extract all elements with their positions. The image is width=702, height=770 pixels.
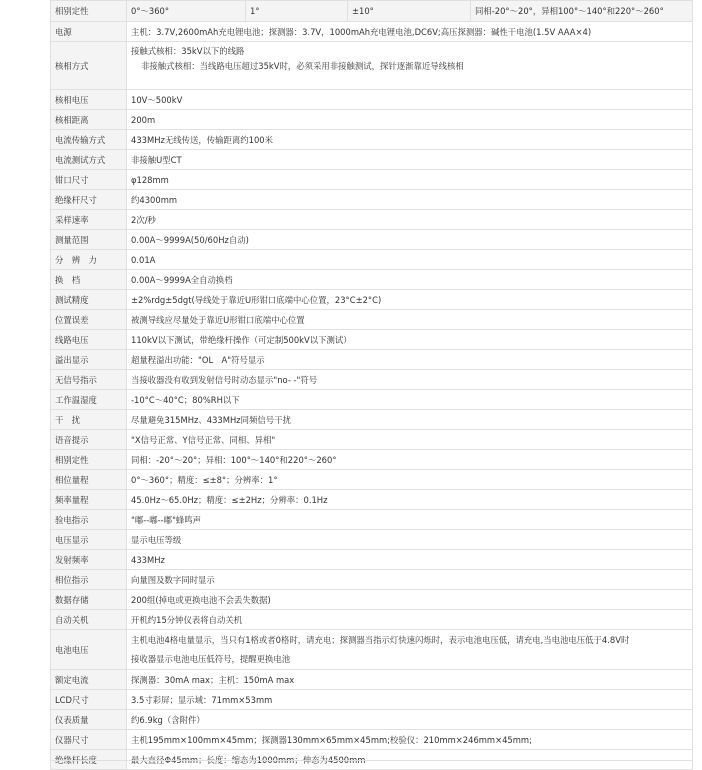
table-row: [51, 110, 693, 130]
row-label: 相位量程: [51, 470, 127, 490]
row-value: 超量程溢出功能："OL A"符号显示: [127, 350, 693, 370]
row-label: 语音提示: [51, 430, 127, 450]
sub-cell: 1°: [246, 1, 348, 21]
table-row: [51, 550, 693, 570]
row-label: 验电指示: [51, 510, 127, 530]
row-value: 被测导线应尽量处于靠近U形钳口底端中心位置: [127, 310, 693, 330]
row-value: 3.5寸彩屏；显示域：71mm×53mm: [127, 690, 693, 710]
row-label: 电压显示: [51, 530, 127, 550]
row-value: [127, 1, 693, 22]
table-row: [51, 690, 693, 710]
row-label: 采样速率: [51, 210, 127, 230]
table-row: [51, 22, 693, 42]
table-row: [51, 130, 693, 150]
row-label: 核相方式: [51, 42, 127, 90]
row-value: 约6.9kg（含附件）: [127, 710, 693, 730]
table-row: [51, 610, 693, 630]
table-row: [51, 670, 693, 690]
table-row: [51, 90, 693, 110]
row-value-line: 接触式核相：35kV以下的线路: [131, 46, 245, 56]
table-row: [51, 210, 693, 230]
row-value: "X信号正常、Y信号正常、同相、异相": [127, 430, 693, 450]
row-value: 显示电压等级: [127, 530, 693, 550]
table-row: [51, 170, 693, 190]
sub-table: [127, 1, 692, 21]
table-row: [51, 490, 693, 510]
table-row: [51, 430, 693, 450]
table-bottom-divider: [50, 760, 692, 761]
row-value-line: 非接触式核相：当线路电压超过35kV时，必须采用非接触测试，探针逐渐靠近导线核相: [141, 61, 464, 71]
table-row: [51, 350, 693, 370]
table-row: [51, 410, 693, 430]
row-value: ±2%rdg±5dgt(导线处于靠近U形钳口底端中心位置，23°C±2°C): [127, 290, 693, 310]
row-label: 钳口尺寸: [51, 170, 127, 190]
row-value: 0.00A～9999A(50/60Hz自动): [127, 230, 693, 250]
table-row: [51, 230, 693, 250]
table-row: [51, 250, 693, 270]
row-label: 干 扰: [51, 410, 127, 430]
row-value: 2次/秒: [127, 210, 693, 230]
row-label: 相别定性: [51, 1, 127, 22]
row-value: φ128mm: [127, 170, 693, 190]
row-value: 主机195mm×100mm×45mm；探测器130mm×65mm×45mm;校验仪：210mm×246mm×45mm;: [127, 730, 693, 750]
row-value: 开机约15分钟仪表将自动关机: [127, 610, 693, 630]
row-label: 电池电压: [51, 630, 127, 670]
row-value: 0.00A～9999A全自动换档: [127, 270, 693, 290]
row-label: 额定电流: [51, 670, 127, 690]
row-value: 0.01A: [127, 250, 693, 270]
table-row: [51, 590, 693, 610]
row-value: 向量图及数字同时显示: [127, 570, 693, 590]
row-value: -10°C～40°C；80%RH以下: [127, 390, 693, 410]
row-value: 10V～500kV: [127, 90, 693, 110]
table-row: [51, 730, 693, 750]
table-row: [51, 270, 693, 290]
table-row: [51, 450, 693, 470]
table-row: [51, 530, 693, 550]
table-row: [51, 190, 693, 210]
table-row: [51, 570, 693, 590]
row-label: 相位指示: [51, 570, 127, 590]
table-row: [51, 470, 693, 490]
row-label: 仪器尺寸: [51, 730, 127, 750]
row-value: 200组(掉电或更换电池不会丢失数据): [127, 590, 693, 610]
table-row: [51, 510, 693, 530]
row-value: 200m: [127, 110, 693, 130]
row-value: 0°～360°；精度：≤±8°；分辨率：1°: [127, 470, 693, 490]
row-value: 同相：-20°～20°；异相：100°～140°和220°～260°: [127, 450, 693, 470]
table-row: [51, 42, 693, 90]
spec-table: [50, 0, 693, 770]
sub-cell: 0°～360°: [127, 1, 246, 21]
table-row: [51, 150, 693, 170]
table-row: [51, 710, 693, 730]
table-row: [51, 310, 693, 330]
table-row: [51, 290, 693, 310]
sub-cell: ±10°: [348, 1, 471, 21]
row-label: 位置误差: [51, 310, 127, 330]
table-row: [51, 390, 693, 410]
row-label: 绝缘杆尺寸: [51, 190, 127, 210]
table-row: [51, 370, 693, 390]
row-label: 核相距离: [51, 110, 127, 130]
row-label: 测试精度: [51, 290, 127, 310]
row-label: 自动关机: [51, 610, 127, 630]
row-value: 110kV以下测试，带绝缘杆操作（可定制500kV以下测试）: [127, 330, 693, 350]
sub-cell: 同相-20°～20°，异相100°～140°和220°～260°: [471, 1, 693, 21]
row-label: 无信号指示: [51, 370, 127, 390]
row-label: 电流传输方式: [51, 130, 127, 150]
row-value-line: 接收器显示电池电压低符号，提醒更换电池: [131, 653, 291, 664]
row-value: "嘟--嘟--嘟"蜂鸣声: [127, 510, 693, 530]
row-label: 电流测试方式: [51, 150, 127, 170]
row-value: 45.0Hz～65.0Hz；精度：≤±2Hz；分辨率：0.1Hz: [127, 490, 693, 510]
row-label: 分 辨 力: [51, 250, 127, 270]
row-value: 尽量避免315MHz、433MHz同频信号干扰: [127, 410, 693, 430]
row-value: [127, 630, 693, 670]
row-label: 数据存储: [51, 590, 127, 610]
row-value: 约4300mm: [127, 190, 693, 210]
row-value: 主机：3.7V,2600mAh充电锂电池；探测器：3.7V，1000mAh充电锂电池,DC6V;高压探测器：碱性干电池(1.5V AAA×4): [127, 22, 693, 42]
row-label: LCD尺寸: [51, 690, 127, 710]
row-label: 频率量程: [51, 490, 127, 510]
row-value: 探测器：30mA max；主机：150mA max: [127, 670, 693, 690]
row-value: 当接收器没有收到发射信号时动态显示"no- -"符号: [127, 370, 693, 390]
row-label: 测量范围: [51, 230, 127, 250]
row-value-line: 主机电池4格电量显示，当只有1格或者0格时，请充电；探测器当指示灯快速闪烁时，表示电池电压低，请充电,当电池电压低于4.8V时: [131, 634, 630, 645]
row-value: 433MHz无线传送，传输距离约100米: [127, 130, 693, 150]
row-label: 电源: [51, 22, 127, 42]
row-label: 换 档: [51, 270, 127, 290]
table-row: [51, 630, 693, 670]
row-label: 溢出显示: [51, 350, 127, 370]
row-value: 非接触U型CT: [127, 150, 693, 170]
row-label: 线路电压: [51, 330, 127, 350]
row-label: 相别定性: [51, 450, 127, 470]
row-value: [127, 42, 693, 90]
row-label: 仪表质量: [51, 710, 127, 730]
row-label: 发射频率: [51, 550, 127, 570]
row-label: 工作温湿度: [51, 390, 127, 410]
table-row: [51, 1, 693, 22]
row-label: 核相电压: [51, 90, 127, 110]
table-row: [51, 330, 693, 350]
row-value: 433MHz: [127, 550, 693, 570]
